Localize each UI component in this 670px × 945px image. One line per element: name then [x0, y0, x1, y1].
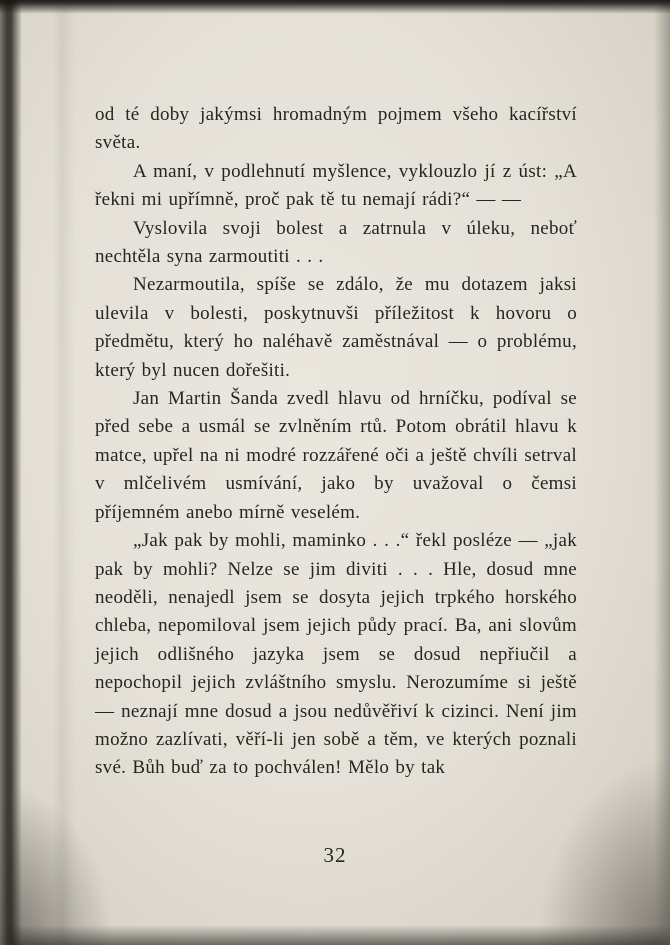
- paragraph: A maní, v podlehnutí myšlence, vyklouzlo jí z úst: „A řekni mi upřímně, proč pak tě tu nemají rádi?“ — —: [95, 160, 577, 211]
- paragraph: od té doby jakýmsi hromadným pojmem všeho kacířství světa.: [95, 104, 577, 154]
- paragraph: Jan Martin Šanda zvedl hlavu od hrníčku, podíval se před sebe a usmál se zvlněním rtů. Potom obrátil hlavu k matce, upřel na ni modré rozzářené oči a ještě chvíli setrval v mlčelivém usmívání, jako by uvažoval o čemsi příjemném anebo mírně veselém.: [95, 388, 577, 523]
- page-number: 32: [323, 843, 347, 867]
- page-text: [95, 101, 577, 783]
- paragraph: „Jak pak by mohli, maminko . . .“ řekl posléze — „jak pak by mohli? Nelze se jim diviti . . . Hle, dosud mne neoděli, nenajedl jsem se dosyta jejich trpkého horského chleba, nepomiloval jsem jejich půdy prací. Ba, ani slovům jejich odlišného jazyka jsem se dosud nepřiučil a nepochopil jejich zvláštního smyslu. Nerozumíme si ještě — neznají mne dosud a jsou nedůvěřiví k cizinci. Není jim možno zazlívati, věří-li jen sobě a těm, ve kterých poznali své. Bůh buď za to pochválen! Mělo by tak: [95, 530, 577, 779]
- paragraph: Nezarmoutila, spíše se zdálo, že mu dotazem jaksi ulevila v bolesti, poskytnuvši příležitost k hovoru o předmětu, který ho naléhavě zaměstnával — o problému, který byl nucen dořešiti.: [95, 274, 577, 381]
- paragraph: Vyslovila svoji bolest a zatrnula v úleku, neboť nechtěla syna zarmoutiti . . .: [95, 217, 577, 268]
